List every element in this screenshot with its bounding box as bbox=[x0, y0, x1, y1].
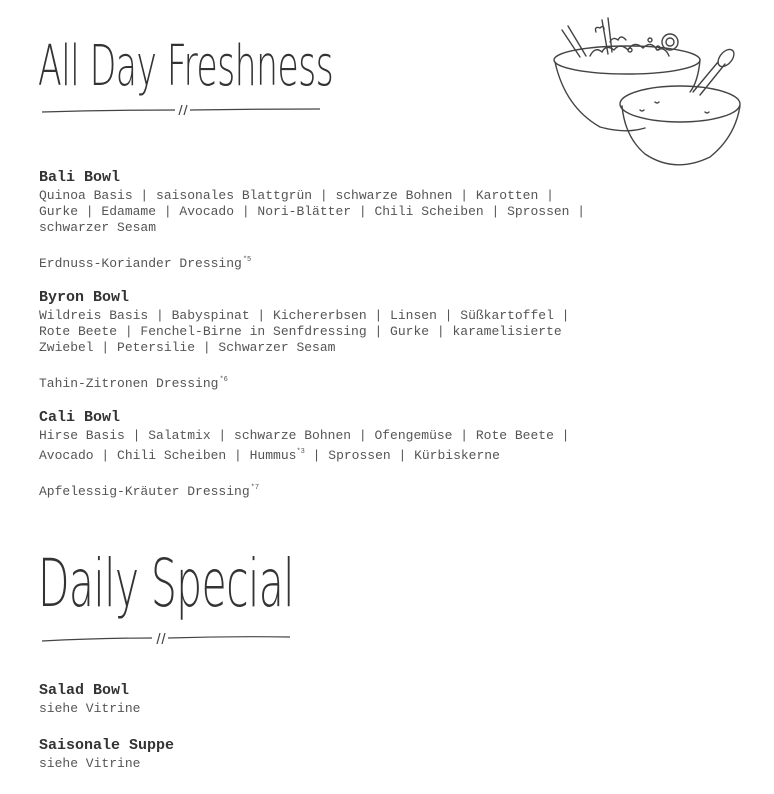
item-dressing bbox=[39, 480, 639, 500]
dressing-label: Erdnuss-Koriander Dressing bbox=[39, 256, 242, 271]
dressing-label: Apfelessig-Kräuter Dressing bbox=[39, 484, 250, 499]
menu-item-salad-bowl bbox=[39, 681, 639, 717]
item-name: Bali Bowl bbox=[39, 169, 121, 186]
menu-item-cali-bowl bbox=[39, 408, 639, 500]
section-title-all-day-freshness: All Day Freshness bbox=[38, 34, 334, 99]
dressing-label: Tahin-Zitronen Dressing bbox=[39, 376, 219, 391]
dressing-footnote: *7 bbox=[250, 484, 260, 492]
menu-item-saisonale-suppe bbox=[39, 736, 639, 772]
menu-item-byron-bowl bbox=[39, 288, 639, 392]
section-title-daily-special: Daily Special bbox=[38, 545, 294, 622]
menu-item-bali-bowl bbox=[39, 168, 639, 272]
item-description: siehe Vitrine bbox=[39, 701, 141, 716]
item-description: siehe Vitrine bbox=[39, 756, 141, 771]
dressing-footnote: *6 bbox=[219, 376, 228, 384]
item-name: Cali Bowl bbox=[39, 409, 121, 426]
item-name: Saisonale Suppe bbox=[39, 737, 175, 754]
item-description: Quinoa Basis | saisonales Blattgrün | schwarze Bohnen | Karotten | Gurke | Edamame | Avocado | Nori-Blätter | Chili Scheiben | Sprossen | schwarzer Sesam bbox=[39, 188, 586, 235]
item-name: Byron Bowl bbox=[39, 289, 130, 306]
item-description: Wildreis Basis | Babyspinat | Kichererbsen | Linsen | Süßkartoffel | Rote Beete | Fenchel-Birne in Senfdressing | Gurke | karamelisierte Zwiebel | Petersilie | Schwarzer Sesam bbox=[39, 308, 570, 355]
dressing-footnote: *5 bbox=[242, 256, 252, 264]
item-name: Salad Bowl bbox=[39, 682, 130, 699]
title-divider-icon bbox=[40, 100, 322, 118]
salad-and-soup-bowls-icon bbox=[550, 12, 746, 170]
item-dressing bbox=[39, 372, 639, 392]
item-dressing bbox=[39, 252, 639, 272]
title-divider-icon bbox=[40, 628, 292, 648]
item-description: Hirse Basis | Salatmix | schwarze Bohnen | Ofengemüse | Rote Beete | Avocado | Chili Scheiben | Hummus$^{*3}$ | Sprossen | Kürbiskerne bbox=[39, 428, 570, 463]
